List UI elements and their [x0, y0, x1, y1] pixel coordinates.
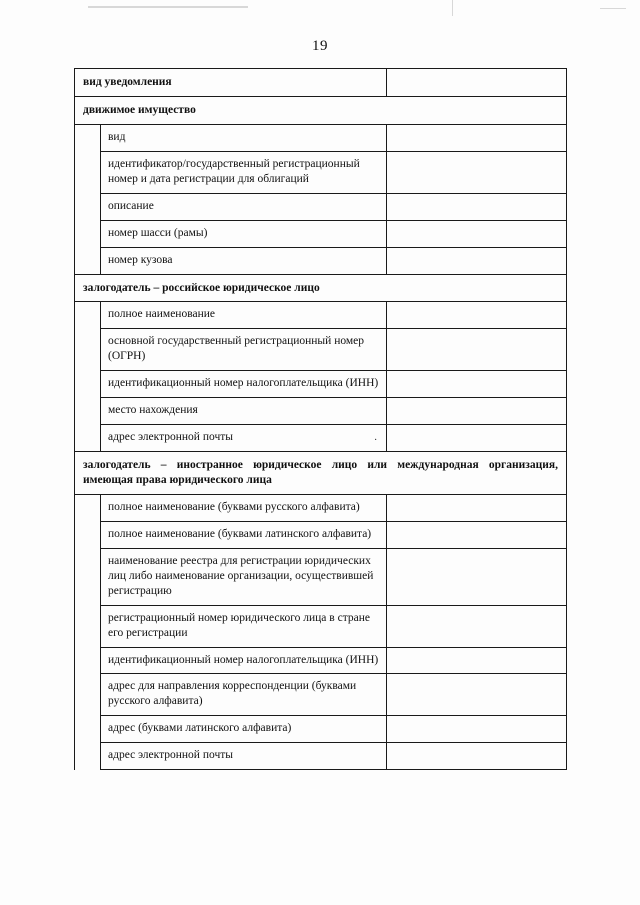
- indent-spacer: [75, 247, 101, 274]
- table-row: [75, 647, 567, 674]
- field-value-cell[interactable]: [387, 716, 567, 743]
- indent-spacer: [75, 494, 101, 521]
- scan-artifact-top-center: [452, 0, 453, 16]
- field-value-cell[interactable]: [387, 124, 567, 151]
- field-label: вид уведомления: [75, 69, 387, 97]
- field-value-cell[interactable]: [387, 69, 567, 97]
- indent-spacer: [75, 548, 101, 605]
- table-row: [75, 247, 567, 274]
- indent-spacer: [75, 329, 101, 371]
- field-label: полное наименование (буквами латинского алфавита): [101, 521, 387, 548]
- table-row: [75, 494, 567, 521]
- section-heading: залогодатель – российское юридическое лицо: [75, 274, 567, 302]
- page-number: 19: [312, 38, 328, 54]
- field-value-cell[interactable]: [387, 605, 567, 647]
- indent-spacer: [75, 398, 101, 425]
- table-row: [75, 193, 567, 220]
- field-value-cell[interactable]: [387, 302, 567, 329]
- field-value-cell[interactable]: [387, 193, 567, 220]
- field-value-cell[interactable]: [387, 329, 567, 371]
- table-row: [75, 96, 567, 124]
- field-label: основной государственный регистрационный номер (ОГРН): [101, 329, 387, 371]
- table-row: [75, 151, 567, 193]
- indent-spacer: [75, 193, 101, 220]
- indent-spacer: [75, 521, 101, 548]
- field-value-cell[interactable]: [387, 425, 567, 452]
- field-value-cell[interactable]: [387, 548, 567, 605]
- indent-spacer: [75, 302, 101, 329]
- field-label: адрес электронной почты: [101, 743, 387, 770]
- table-row: [75, 329, 567, 371]
- field-label: идентификационный номер налогоплательщика (ИНН): [101, 371, 387, 398]
- scan-artifact-top-left: [88, 6, 248, 8]
- table-row: [75, 548, 567, 605]
- indent-spacer: [75, 716, 101, 743]
- table-body: [75, 69, 567, 770]
- field-label: идентификатор/государственный регистрационный номер и дата регистрации для облигаций: [101, 151, 387, 193]
- field-label: описание: [101, 193, 387, 220]
- indent-spacer: [75, 371, 101, 398]
- indent-spacer: [75, 647, 101, 674]
- field-value-cell[interactable]: [387, 220, 567, 247]
- trailing-mark: .: [374, 431, 377, 444]
- field-label: адрес (буквами латинского алфавита): [101, 716, 387, 743]
- section-heading: залогодатель – иностранное юридическое лицо или международная организация, имеющая права юридического лица: [75, 452, 567, 495]
- table-row: [75, 605, 567, 647]
- indent-spacer: [75, 124, 101, 151]
- field-label: регистрационный номер юридического лица в стране его регистрации: [101, 605, 387, 647]
- field-label: место нахождения: [101, 398, 387, 425]
- table-row: [75, 274, 567, 302]
- field-value-cell[interactable]: [387, 647, 567, 674]
- field-value-cell[interactable]: [387, 398, 567, 425]
- field-label: номер шасси (рамы): [101, 220, 387, 247]
- table-row: [75, 69, 567, 97]
- table-row: [75, 425, 567, 452]
- indent-spacer: [75, 674, 101, 716]
- field-label: идентификационный номер налогоплательщика (ИНН): [101, 647, 387, 674]
- notification-form-table: [74, 68, 567, 770]
- table-row: [75, 452, 567, 495]
- indent-spacer: [75, 220, 101, 247]
- indent-spacer: [75, 605, 101, 647]
- table-row: [75, 124, 567, 151]
- section-heading: движимое имущество: [75, 96, 567, 124]
- field-label: наименование реестра для регистрации юридических лиц либо наименование организации, осуществившей регистрацию: [101, 548, 387, 605]
- field-value-cell[interactable]: [387, 743, 567, 770]
- field-value-cell[interactable]: [387, 521, 567, 548]
- field-label: адрес электронной почты .: [101, 425, 387, 452]
- table-row: [75, 398, 567, 425]
- indent-spacer: [75, 151, 101, 193]
- table-row: [75, 220, 567, 247]
- table-row: [75, 674, 567, 716]
- indent-spacer: [75, 425, 101, 452]
- table-row: [75, 743, 567, 770]
- field-value-cell[interactable]: [387, 674, 567, 716]
- field-label: полное наименование (буквами русского алфавита): [101, 494, 387, 521]
- field-label: номер кузова: [101, 247, 387, 274]
- table-row: [75, 371, 567, 398]
- table-row: [75, 716, 567, 743]
- field-value-cell[interactable]: [387, 371, 567, 398]
- scan-artifact-top-right: [600, 8, 626, 9]
- field-label: полное наименование: [101, 302, 387, 329]
- field-label: вид: [101, 124, 387, 151]
- table-row: [75, 521, 567, 548]
- field-label: адрес для направления корреспонденции (буквами русского алфавита): [101, 674, 387, 716]
- table-row: [75, 302, 567, 329]
- field-value-cell[interactable]: [387, 247, 567, 274]
- field-value-cell[interactable]: [387, 151, 567, 193]
- field-value-cell[interactable]: [387, 494, 567, 521]
- indent-spacer: [75, 743, 101, 770]
